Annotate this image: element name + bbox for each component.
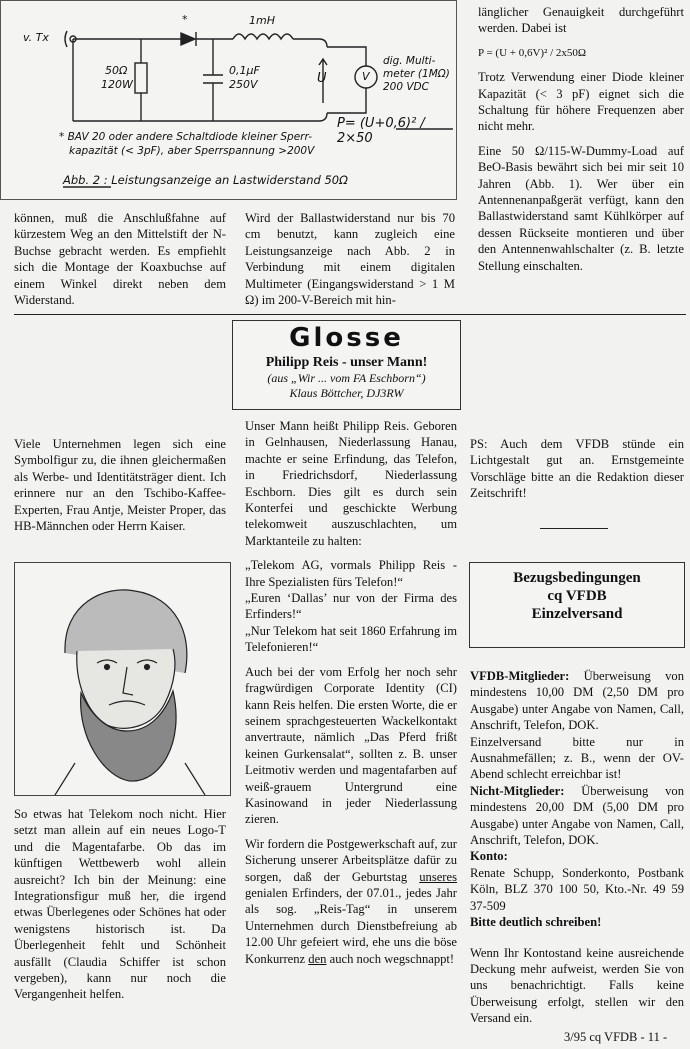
section-divider [14, 314, 686, 315]
top-mid-text: Wird der Ballastwiderstand nur bis 70 cm benutzt, kann zugleich eine Leistungsanzeige nach Abb. 2 in Verbindung mit einem digitalen Multimeter (Eingangswiderstand > 1 M Ω) im 200-V-Bereich mit hin- [245, 211, 455, 308]
label-u: U [317, 71, 327, 86]
ps-divider [540, 528, 608, 529]
col2-para-3: Wir fordern die Postgewerkschaft auf, zur Sicherung unserer Arbeitsplätze dafür zu sorgen, daß der Geburtstag unseres genialen Erfinders, der 07.01., jedes Jahr als sog. „Reis-Tag“ in unserem Unternehmen durch Dienstbefreiung ab 12.00 Uhr gefeiert wird, ehe uns die böse Konkurrenz den auch noch wegschnappt! [245, 836, 457, 966]
einzel-para: Einzelversand bitte nur in Ausnahmefällen; z. B., wenn der OV-Abend schlecht erreichbar ist! [470, 734, 684, 782]
label-resistor-power: 120W [101, 78, 133, 91]
col2-quote-2: „Euren ‘Dallas’ nur von der Firma des Erfinders!“ [245, 591, 457, 622]
label-meter-2: meter (1MΩ) [383, 68, 450, 80]
schematic-figure [0, 0, 457, 200]
label-capacitor: 0,1μF [229, 64, 260, 77]
glosse-header-box [232, 320, 461, 410]
col2-quote-1: „Telekom AG, vormals Philipp Reis - Ihre Spezialisten fürs Telefon!“ [245, 558, 457, 589]
label-resistor: 50Ω [105, 64, 128, 77]
col1-intro: Viele Unternehmen legen sich eine Symbolfigur zu, die ihnen gleichermaßen als Werbe- und Identitätsträger dient. Ich erinnere nur an den Tschibo-Kaffee-Experten, Frau Antje, Meister Proper, das HB-Männchen oder Herrn Kaiser. [14, 437, 226, 534]
col2 [245, 418, 457, 975]
note-line-2: kapazität (< 3pF), aber Sperrspannung >200V [69, 145, 315, 157]
top-right-para-2: Trotz Verwendung einer Diode kleiner Kapazität (< 3 pF) eignet sich die Schaltung für höhere Frequenzen aber nicht mehr. [478, 70, 684, 134]
label-meter-1: dig. Multi- [383, 55, 436, 67]
glosse-author: Klaus Böttcher, DJ3RW [289, 386, 404, 400]
figure-caption: Abb. 2 : Leistungsanzeige an Lastwiderstand 50Ω [63, 173, 348, 187]
philipp-reis-portrait [14, 562, 231, 796]
konto-text: Renate Schupp, Sonderkonto, Postbank Köln, BLZ 370 100 50, Kto.-Nr. 49 59 37-509 [470, 865, 684, 913]
note-line-1: * BAV 20 oder andere Schaltdiode kleiner Sperr- [59, 131, 313, 143]
bezug-line-2: cq VFDB [547, 588, 607, 604]
bezugsbedingungen-box [469, 562, 685, 648]
bezug-line-1: Bezugsbedingungen [513, 570, 641, 586]
col2-para-1: Unser Mann heißt Philipp Reis. Geboren in Gelnhausen, Niederlassung Hanau, machte er seine Erfindung, das Telefon, in Friedrichsdorf, Niederlassung Eschborn. Dies gilt es durch sein Konterfei und geschickte Werbung telekomweit auszuschlachten, um Marktanteile zu halten: [245, 419, 457, 548]
top-left-text: können, muß die Anschlußfahne auf kürzestem Weg an den Mittelstift der N-Buchse gebracht werden. Es empfiehlt sich die Montage der Koaxbuchse auf einem Winkel direkt neben dem Widerstand. [14, 211, 226, 308]
nicht-mitglieder-para: Nicht-Mitglieder: Überweisung von mindestens 20,00 DM (5,00 DM pro Ausgabe) unter Angabe von Namen, Call, Anschrift, Telefon, DOK. [470, 783, 684, 848]
bezug-line-3: Einzelversand [531, 606, 623, 622]
top-right-column [478, 4, 684, 282]
col1-after-portrait: So etwas hat Telekom noch nicht. Hier setzt man allein auf ein neues Logo-T und die Magentafarbe. Ob das im künftigen Wettbewerb wohl allein ausreicht? Ich bin der Meinung: eine Integrationsfigur muß her, die irgend etwas Überlegenes oder Schönes hat oder wenigstens historisch ist. Da Überlegenheit fehlt und Schönheit ausfällt (Claudia Schiffer ist schon vergeben), kann nur noch die Vergangenheit helfen. [14, 807, 226, 1002]
glosse-source: (aus „Wir ... vom FA Eschborn“) [267, 371, 426, 385]
top-right-para-3: Eine 50 Ω/115-W-Dummy-Load auf BeO-Basis bewährt sich bei mir seit 10 Jahren (Abb. 1). Wer über ein Antennenanpaßgerät verfügt, kann den Ballastwiderstand samt Kühlkörper auf dessen Rückseite montieren und über den Antennenwahlschalter (z. B. letzte Stellung einschalten. [478, 143, 684, 273]
label-cap-voltage: 250V [229, 78, 258, 91]
label-meter-3: 200 VDC [383, 81, 429, 93]
col2-quote-3: „Nur Telekom hat seit 1860 Erfahrung im Telefonieren!“ [245, 623, 457, 655]
closing-para: Wenn Ihr Kontostand keine ausreichende Deckung mehr aufweist, werden Sie von uns benachrichtigt. Falls keine Überweisung erfolgt, stellen wir den Versand ein. [470, 945, 684, 1026]
top-right-para-1: länglicher Genauigkeit durchgeführt werden. Dabei ist [478, 5, 684, 36]
konto-label: Konto: [470, 849, 508, 864]
glosse-subtitle: Philipp Reis - unser Mann! [265, 355, 428, 370]
label-tx: v. Tx [23, 31, 49, 44]
mitglieder-para: VFDB-Mitglieder: Überweisung von mindestens 10,00 DM (2,50 DM pro Ausgabe) unter Angabe von Namen, Call, Anschrift, Telefon, DOK. [470, 669, 684, 733]
top-right-formula: P = (U + 0,6V)² / 2x50Ω [478, 46, 587, 59]
deutlich-note: Bitte deutlich schreiben! [470, 915, 602, 930]
col3-ps: PS: Auch dem VFDB stünde ein Lichtgestalt gut an. Ernstgemeinte Vorschläge bitte an die Redaktion dieser Zeitschrift! [470, 437, 684, 501]
label-formula: P= (U+0,6)² / 2×50 [337, 116, 425, 146]
label-v: V [362, 70, 370, 83]
portrait-drawing [15, 563, 230, 795]
page-footer: 3/95 cq VFDB - 11 - [564, 1030, 668, 1044]
label-diode-mark: * [182, 13, 188, 26]
col3-terms [470, 668, 684, 1035]
label-inductor: 1mH [249, 14, 275, 27]
glosse-title: Glosse [289, 323, 404, 353]
circuit-diagram [1, 1, 456, 199]
col2-para-2: Auch bei der vom Erfolg her noch sehr fragwürdigen Corporate Identity (CI) kann Reis helfen. Die ersten Worte, die er seinem sprachgesteuerten Wackelkontakt anvertraute, nämlich „Das Pferd frißt keinen Gurkensalat“, sollten z. B. unser Leitmotiv werden und magentafarben auf weiß-grauem Untergrund eine Kasinowand in jeder Niederlassung zieren. [245, 664, 457, 827]
